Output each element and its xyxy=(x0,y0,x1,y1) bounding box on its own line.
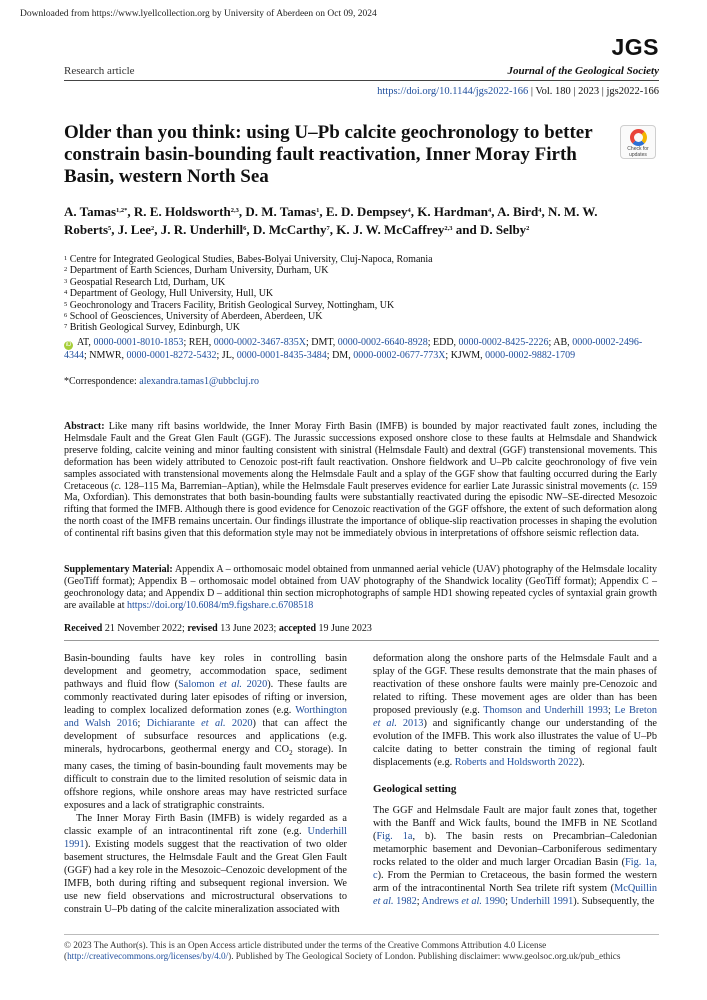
affiliation-text: Geochronology and Tracers Facility, British Geological Survey, Nottingham, UK xyxy=(67,299,395,311)
header-divider xyxy=(64,80,659,81)
journal-name: Journal of the Geological Society xyxy=(507,65,659,77)
affiliation-number: 7 xyxy=(64,323,68,331)
correspondence-label: Correspondence: xyxy=(69,376,140,387)
orcid-link[interactable]: 0000-0002-8425-2226 xyxy=(458,337,549,348)
citation-line xyxy=(377,86,659,97)
author-affiliation-mark: 4 xyxy=(407,207,411,214)
orcid-initials: REH, xyxy=(188,337,214,348)
author-affiliation-mark: 7 xyxy=(326,224,330,232)
affiliation-number: 1 xyxy=(64,255,68,262)
affiliation-text: British Geological Survey, Edinburgh, UK xyxy=(67,322,241,334)
orcid-link[interactable]: 0000-0001-8010-1853 xyxy=(93,337,184,348)
orcid-initials: EDD, xyxy=(432,337,459,348)
orcid-link[interactable]: 0000-0001-8435-3484 xyxy=(236,350,327,361)
affiliation-item xyxy=(64,311,664,322)
body-paragraph: The GGF and Helmsdale Fault are major fault zones that, together with the Banff and Wick faults, bound the IMFB in NE Scotland (Fig. 1a, b). The basin rests on Precambrian–Caledonian metamorphic basement and Devonian–Carboniferous sedimentary rocks related to the older and much larger Orcadian Basin (Fig. 1a, c). From the Permian to Cretaceous, the basin formed the western arm of the intracontinental North Sea trilete rift system (McQuillin et al. 1982; Andrews et al. 1990; Underhill 1991). Subsequently, the xyxy=(373,805,657,907)
body-column-right xyxy=(373,652,657,908)
affiliation-text: Department of Geology, Hull University, Hull, UK xyxy=(67,288,274,300)
figshare-link[interactable]: https://doi.org/10.6084/m9.figshare.c.6708518 xyxy=(127,599,314,611)
orcid-link[interactable]: 0000-0002-3467-835X xyxy=(213,337,306,348)
ref-worthington-walsh-2016[interactable]: Worthington and Walsh 2016 xyxy=(64,705,347,729)
ref-roberts-holdsworth-2022[interactable]: Roberts and Holdsworth 2022 xyxy=(454,757,579,768)
author-affiliation-mark: 4 xyxy=(538,207,542,214)
affiliation-item xyxy=(64,254,664,265)
author-name: R. E. Holdsworth xyxy=(133,204,231,219)
author-name: A. Bird xyxy=(497,204,539,219)
author-affiliation-mark: 6 xyxy=(243,224,247,232)
check-updates-icon xyxy=(630,129,647,146)
orcid-link[interactable]: 0000-0002-2496-4344 xyxy=(64,337,643,361)
orcid-initials: AB, xyxy=(553,337,573,348)
ref-le-breton-2013[interactable]: Le Breton et al. 2013 xyxy=(373,705,657,729)
abstract-label: Abstract: xyxy=(64,421,105,432)
author-name: J. R. Underhill xyxy=(160,221,244,237)
author-affiliation-mark: 2 xyxy=(526,224,530,232)
author-affiliation-mark: 5 xyxy=(108,224,112,232)
orcid-icon: iD xyxy=(65,342,72,348)
author-list: A. Tamas$^{1,2*}$, R. E. Holdsworth$^{2,3}$, D. M. Tamas$^1$, E. D. Dempsey$^4$, K. Hardman$^4$, A. Bird$^4$, N. M. W. Roberts$^5$, J. Lee$^2$, J. R. Underhill$^6$, D. McCarthy$^7$, K. J. W. McCaffrey$^{2,3}$ and D. Selby$^2$ xyxy=(64,204,598,237)
author-name: K. J. W. McCaffrey xyxy=(336,221,445,237)
affiliation-item xyxy=(64,300,664,311)
affiliation-text: Geospatial Research Ltd, Durham, UK xyxy=(67,276,226,288)
license-link[interactable]: http://creativecommons.org/licenses/by/4.0/ xyxy=(67,951,229,961)
author-name: D. McCarthy xyxy=(252,221,327,237)
correspondence: *Correspondence: alexandra.tamas1@ubbcluj.ro xyxy=(64,376,259,387)
orcid-initials: DMT, xyxy=(311,337,338,348)
affiliation-number: 4 xyxy=(64,289,68,297)
affiliation-item xyxy=(64,265,664,276)
affiliation-number: 5 xyxy=(64,300,68,308)
body-paragraph: The Inner Moray Firth Basin (IMFB) is widely regarded as a classic example of an intracontinental rift zone (e.g. Underhill 1991). Existing models suggest that the reactivation of two older basement structures, the Helmsdale Fault and the Great Glen Fault (GGF) had a key role in the Mesozoic–Cenozoic development of the IMFB, both during rifting and subsequent regional inversion. We use new field observations and microstructural observations to constrain U–Pb dating of the calcite mineralization associated with xyxy=(64,813,347,916)
citation-details: | Vol. 180 | 2023 | jgs2022-166 xyxy=(528,86,659,97)
correspondence-email-link[interactable]: alexandra.tamas1@ubbcluj.ro xyxy=(139,376,259,387)
affiliation-item xyxy=(64,277,664,288)
author-affiliation-mark: 2 xyxy=(151,224,155,232)
dates-divider xyxy=(64,640,659,641)
ref-underhill-1991-b[interactable]: Underhill 1991 xyxy=(510,896,574,907)
author-name: E. D. Dempsey xyxy=(325,204,408,219)
author-affiliation-mark: 1,2* xyxy=(116,207,128,214)
section-heading: Geological setting xyxy=(373,783,457,795)
doi-link[interactable]: https://doi.org/10.1144/jgs2022-166 xyxy=(377,86,529,97)
body-paragraph: deformation along the onshore parts of the Helmsdale Fault and a splay of the GGF. These results demonstrate that the main phases of reactivation of these onshore faults were mainly pre-Cenozoic and related to rifting. These movement ages are older than has been proposed previously (e.g. Thomson and Underhill 1993; Le Breton et al. 2013) and significantly change our understanding of the evolution of the IMFB. This work also illustrates the value of U–Pb calcite dating to better constrain the timing of regional fault displacements (e.g. Roberts and Holdsworth 2022). xyxy=(373,653,658,768)
author-affiliation-mark: 2,3 xyxy=(230,207,239,214)
article-type-label: Research article xyxy=(64,65,135,77)
orcid-initials: NMWR, xyxy=(89,350,127,361)
abstract: Abstract: Like many rift basins worldwide, the Inner Moray Firth Basin (IMFB) is bounded by major reactivated fault zones, including the Helmsdale Fault and the Great Glen Fault (GGF). The Jurassic successions exposed onshore close to these faults at Helmsdale and Shandwick preserve folding, calcite veining and minor faulting consistent with sinistral (Helmsdale Fault) and dextral (GGF) transtensional movements. This deformation has been widely attributed to Cenozoic post-rift fault reactivation. Onshore fieldwork and U–Pb calcite geochronology of five vein samples associated with transtensional movements along the Helmsdale Fault and a splay of the GGF show that faulting occurred during the Early Cretaceous (c. 128–115 Ma, Barremian–Aptian), while the Helmsdale Fault preserves evidence for earlier Late Jurassic sinistral movements (c. 159 Ma, Oxfordian). This demonstrates that both basin-bounding faults were substantially reactivated during the episodic NW–SE-directed Mesozoic rifting that formed the IMFB. Although there is good evidence for Cenozoic reactivation of the GGF offshore, the extent of such deformation along the north coast of the IMFB remains uncertain. Our findings illustrate the importance of oblique-slip reactivation processes in shaping the evolution of continental rift basins given that this deformation style may not be immediately obvious in interpretations of offshore seismic reflection data. xyxy=(64,421,657,540)
affiliation-item xyxy=(64,322,664,333)
orcid-list: iD AT, 0000-0001-8010-1853; REH, 0000-0002-3467-835X; DMT, 0000-0002-6640-8928; EDD, 0000-0002-8425-2226; AB, 0000-0002-2496-4344; NMWR, 0000-0001-8272-5432; JL, 0000-0001-8435-3484; DM, 0000-0002-0677-773X; KJWM, 0000-0002-9882-1709 xyxy=(64,337,643,361)
fig-1a-link[interactable]: Fig. 1a xyxy=(376,831,413,842)
affiliation-list xyxy=(64,254,664,334)
ref-salomon-2020[interactable]: Salomon et al. 2020 xyxy=(178,679,268,690)
author-name: D. M. Tamas xyxy=(245,204,317,219)
author-affiliation-mark: 2,3 xyxy=(444,224,453,232)
article-title: Older than you think: using U–Pb calcite geochronology to better constrain basin-bounding fault reactivation, Inner Moray Firth Basin, western North Sea xyxy=(64,122,593,187)
orcid-link[interactable]: 0000-0002-0677-773X xyxy=(353,350,446,361)
journal-logo: JGS xyxy=(611,34,659,60)
supplementary-material: Supplementary Material: Appendix A – orthomosaic model obtained from unmanned aerial vehicle (UAV) photography of the Helmsdale locality (GeoTiff format); Appendix B – orthomosaic model obtained from UAV photography of the Shandwick locality (GeoTiff format); Appendix C – geochronology data; and Appendix D – additional thin section microphotographs of sample HD1 showing repeated cycles of syntaxial grain growth are available at https://doi.org/10.6084/m9.figshare.c.6708518 xyxy=(64,564,658,611)
check-for-updates-button[interactable] xyxy=(620,125,656,159)
author-name: D. Selby xyxy=(479,221,527,237)
author-name: N. M. W. Roberts xyxy=(64,204,598,237)
ref-underhill-1991[interactable]: Underhill 1991 xyxy=(64,826,347,851)
fig-1ac-link[interactable]: Fig. 1a, c xyxy=(373,857,657,881)
affiliation-text: Centre for Integrated Geological Studies, Babes-Bolyai University, Cluj-Napoca, Romania xyxy=(67,254,433,265)
orcid-initials: JL, xyxy=(221,350,237,361)
affiliation-number: 3 xyxy=(64,277,68,285)
ref-andrews-1990[interactable]: Andrews et al. 1990 xyxy=(421,896,506,907)
article-dates: Received 21 November 2022; revised 13 June 2023; accepted 19 June 2023 xyxy=(64,623,372,634)
affiliation-number: 2 xyxy=(64,266,68,274)
license-footer: © 2023 The Author(s). This is an Open Access article distributed under the terms of the Creative Commons Attribution 4.0 License (http://creativecommons.org/licenses/by/4.0/). Published by The Geological Society of London. Publishing disclaimer: www.geolsoc.org.uk/pub_ethics xyxy=(64,940,621,961)
body-column-left xyxy=(64,652,347,916)
affiliation-item xyxy=(64,288,664,299)
affiliation-number: 6 xyxy=(64,312,68,320)
author-affiliation-mark: 4 xyxy=(488,207,492,214)
check-updates-caption: Check for updates xyxy=(627,146,649,158)
ref-mcquillin-1982[interactable]: McQuillin et al. 1982 xyxy=(373,883,657,907)
orcid-link[interactable]: 0000-0002-9882-1709 xyxy=(485,350,576,361)
orcid-link[interactable]: 0000-0002-6640-8928 xyxy=(337,337,428,348)
orcid-link[interactable]: 0000-0001-8272-5432 xyxy=(126,350,217,361)
ref-dichiarante-2020[interactable]: Dichiarante et al. 2020 xyxy=(146,718,253,729)
author-name: A. Tamas xyxy=(64,204,117,219)
orcid-initials: KJWM, xyxy=(450,350,486,361)
orcid-initials: AT, xyxy=(75,337,94,348)
affiliation-text: Department of Earth Sciences, Durham University, Durham, UK xyxy=(67,265,329,277)
orcid-initials: DM, xyxy=(332,350,354,361)
download-note: Downloaded from https://www.lyellcollection.org by University of Aberdeen on Oct 09, 2024 xyxy=(20,9,377,19)
author-name: K. Hardman xyxy=(417,204,489,219)
author-affiliation-mark: 1 xyxy=(316,207,320,214)
ref-thomson-underhill-1993[interactable]: Thomson and Underhill 1993 xyxy=(483,705,608,716)
author-name: J. Lee xyxy=(117,221,152,237)
supplementary-label: Supplementary Material: xyxy=(64,564,173,575)
footer-divider xyxy=(64,934,659,935)
affiliation-text: School of Geosciences, University of Aberdeen, Aberdeen, UK xyxy=(67,311,323,323)
body-paragraph: Basin-bounding faults have key roles in controlling basin development and geometry, accommodation space, sediment pathways and fluid flow (Salomon et al. 2020). These faults are commonly reactivated during later episodes of rifting or inversion, leading to complex localized deformation zones (e.g. Worthington and Walsh 2016; Dichiarante et al. 2020) that can affect the development of subsurface resources and applications (e.g. minerals, hydrocarbons, geothermal energy and $CO_2$ storage). In many cases, the timing of basin-bounding fault movements may be difficult to constrain due to the limited resolution of seismic data in offshore regions, while onshore areas may have restricted surface exposures and a lack of stratigraphic constraints. xyxy=(64,653,348,812)
